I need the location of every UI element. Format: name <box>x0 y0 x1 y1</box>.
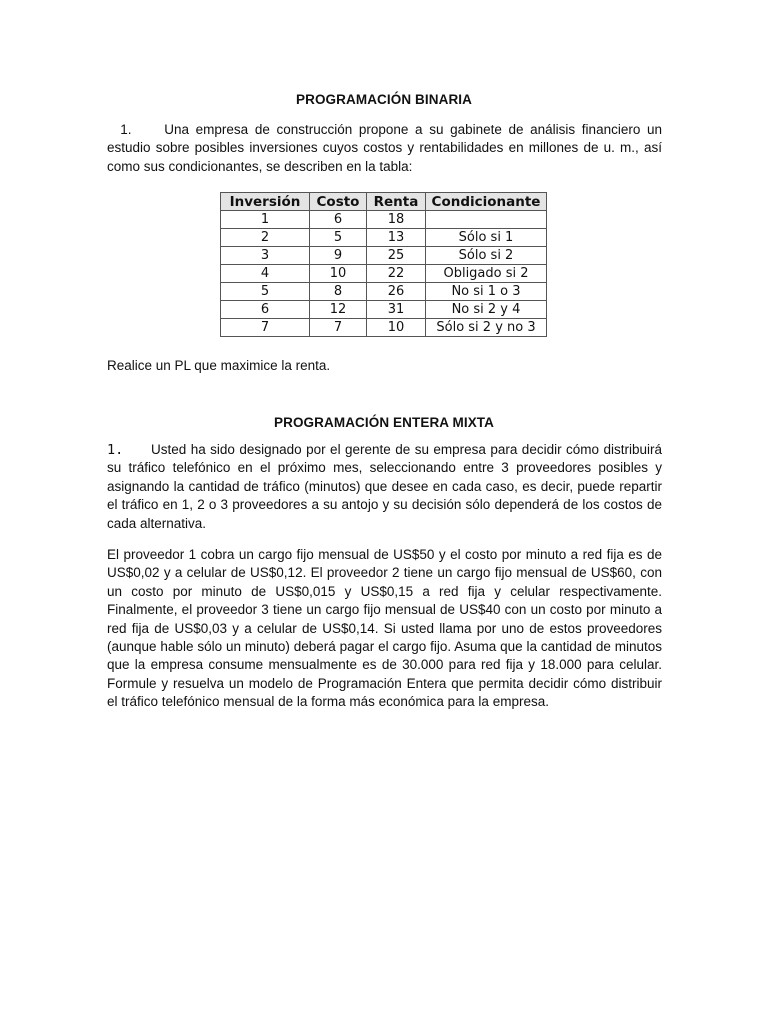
header-renta: Renta <box>367 193 426 211</box>
cell-costo: 12 <box>310 301 367 319</box>
cell-condicionante: Obligado si 2 <box>426 265 547 283</box>
cell-condicionante: Sólo si 1 <box>426 229 547 247</box>
cell-renta: 13 <box>367 229 426 247</box>
cell-costo: 5 <box>310 229 367 247</box>
cell-condicionante: No si 2 y 4 <box>426 301 547 319</box>
cell-condicionante: No si 1 o 3 <box>426 283 547 301</box>
cell-renta: 26 <box>367 283 426 301</box>
cell-costo: 6 <box>310 211 367 229</box>
table-row <box>221 265 547 283</box>
section1-closing-text: Realice un PL que maximice la renta. <box>107 358 331 373</box>
section2-heading: PROGRAMACIÓN ENTERA MIXTA <box>274 415 494 430</box>
section2-intro-text: Usted ha sido designado por el gerente de su empresa para decidir cómo distribuirá su tráfico telefónico en el próximo mes, seleccionando entre 3 proveedores posibles y asignando la cantidad de tráfico (minutos) que desee en cada caso, es decir, puede repartir el tráfico en 1, 2 o 3 proveedores a su antojo y su decisión sólo dependerá de los costos de cada alternativa. <box>107 442 662 531</box>
cell-condicionante <box>426 211 547 229</box>
cell-renta: 10 <box>367 319 426 337</box>
cell-renta: 25 <box>367 247 426 265</box>
table-row <box>221 247 547 265</box>
investment-table <box>220 192 547 337</box>
cell-renta: 22 <box>367 265 426 283</box>
section2-body-paragraph: El proveedor 1 cobra un cargo fijo mensual de US$50 y el costo por minuto a red fija es de US$0,02 y a celular de US$0,12. El proveedor 2 tiene un cargo fijo mensual de US$60, con un costo por minuto de US$0,015 y US$0,15 a red fija y celular respectivamente. Finalmente, el proveedor 3 tiene un cargo fijo mensual de US$40 con un costo por minuto a red fija de US$0,03 y a celular de US$0,14. Si usted llama por uno de estos proveedores (aunque hable sólo un minuto) deberá pagar el cargo fijo. Asuma que la cantidad de minutos que la empresa consume mensualmente es de 30.000 para red fija y 18.000 para celular. Formule y resuelva un modelo de Programación Entera que permita decidir cómo distribuir el tráfico telefónico mensual de la forma más económica para la empresa. <box>107 547 662 710</box>
section1-heading: PROGRAMACIÓN BINARIA <box>296 92 472 107</box>
cell-renta: 31 <box>367 301 426 319</box>
cell-inversion: 5 <box>221 283 310 301</box>
table-row <box>221 319 547 337</box>
header-condicionante: Condicionante <box>426 193 547 211</box>
cell-costo: 10 <box>310 265 367 283</box>
header-inversion: Inversión <box>221 193 310 211</box>
cell-inversion: 7 <box>221 319 310 337</box>
section2-item-number: 1. <box>107 442 124 458</box>
cell-costo: 9 <box>310 247 367 265</box>
cell-condicionante: Sólo si 2 y no 3 <box>426 319 547 337</box>
table-row <box>221 283 547 301</box>
cell-renta: 18 <box>367 211 426 229</box>
cell-condicionante: Sólo si 2 <box>426 247 547 265</box>
cell-inversion: 2 <box>221 229 310 247</box>
cell-costo: 8 <box>310 283 367 301</box>
table-header-row <box>221 193 547 211</box>
section1-item-number: 1. <box>120 122 132 137</box>
cell-inversion: 1 <box>221 211 310 229</box>
section1-intro-paragraph <box>107 121 662 176</box>
header-costo: Costo <box>310 193 367 211</box>
section2-intro-paragraph <box>107 441 662 533</box>
section1-intro-text: Una empresa de construcción propone a su gabinete de análisis financiero un estudio sobre posibles inversiones cuyos costos y rentabilidades en millones de u. m., así como sus condicionantes, se describen en la tabla: <box>107 122 662 174</box>
table-row <box>221 301 547 319</box>
cell-inversion: 3 <box>221 247 310 265</box>
cell-inversion: 4 <box>221 265 310 283</box>
cell-inversion: 6 <box>221 301 310 319</box>
cell-costo: 7 <box>310 319 367 337</box>
table-row <box>221 229 547 247</box>
table-row <box>221 211 547 229</box>
